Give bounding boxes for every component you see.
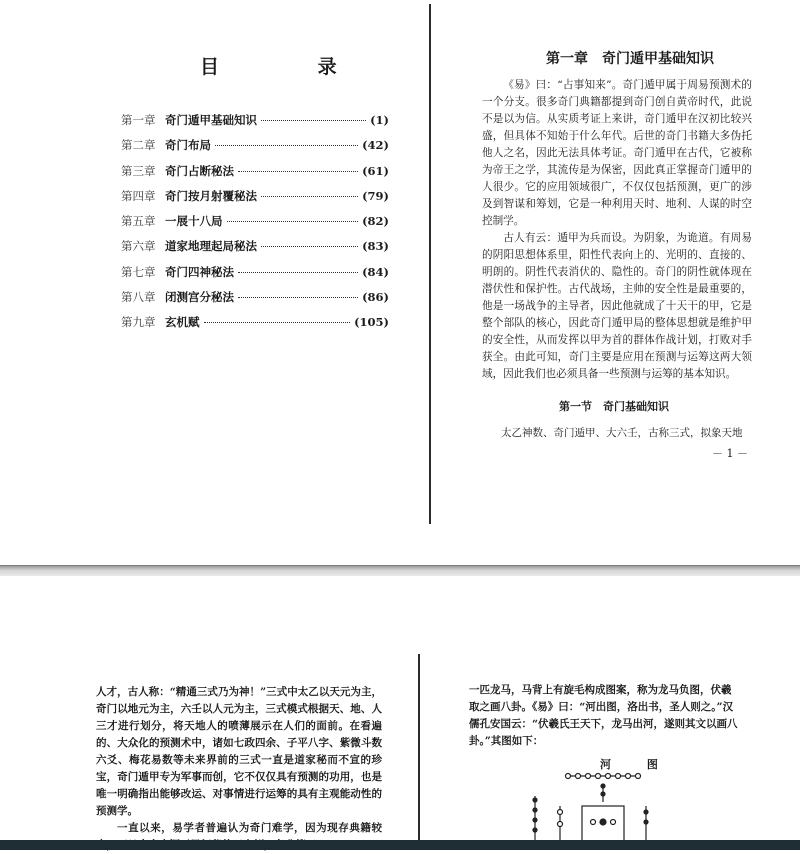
toc-page-number: (61) xyxy=(362,163,389,178)
toc-page-number: (42) xyxy=(362,138,389,153)
toc-chapter-number: 第四章 xyxy=(121,188,156,203)
toc-leader-dots xyxy=(261,120,366,121)
toc-chapter-title: 奇门遁甲基础知识 xyxy=(165,113,257,127)
toc-leader-dots xyxy=(204,322,351,323)
toc-leader-dots xyxy=(261,246,358,247)
toc-leader-dots xyxy=(238,171,358,172)
toc-page-number: (1) xyxy=(370,113,389,127)
diagram-title: 河 图 xyxy=(600,758,674,771)
paragraph: 《易》曰：“占事知来”。奇门遁甲属于周易预测术的一个分支。很多奇门典籍都提到奇门创自黄帝时代，此说不是以为信。从实质考证上来讲，奇门遁甲在汉初比较兴盛，但具体不知始于什么年代。后世的奇门书籍大多伪托他人之名，因此无法具体考证。奇门遁甲在古代，它被称为帝王之学，其流传是为保密，因此真正掌握奇门遁甲的人很少。它的应用领域很广，不仅仅包括预测，更广的涉及到智谋和筹划，它是一种利用天时、地利、人谋的时空控制学。 xyxy=(482,79,752,227)
book-gutter xyxy=(429,4,431,524)
chapter-body xyxy=(482,77,752,383)
hetu-diagram xyxy=(520,766,670,846)
toc-entry[interactable] xyxy=(121,137,389,162)
toc-leader-dots xyxy=(238,272,358,273)
toc-leader-dots xyxy=(215,145,358,146)
toc-chapter-number: 第二章 xyxy=(121,138,156,153)
viewer-bottom-bar xyxy=(0,840,800,850)
section-heading: 第一节 奇门基础知识 xyxy=(559,400,669,413)
page-spread-bottom xyxy=(0,576,800,840)
section-text: 太乙神数、奇门遁甲、大六壬，古称三式，拟象天地 xyxy=(501,427,743,439)
toc-title: 目 录 xyxy=(200,56,383,78)
toc-entry[interactable] xyxy=(121,213,389,238)
toc-chapter-number: 第五章 xyxy=(121,214,156,229)
toc-page-number: (83) xyxy=(362,239,389,254)
toc-chapter-title: 玄机赋 xyxy=(165,315,200,330)
toc-entry[interactable] xyxy=(121,314,389,339)
toc-chapter-number: 第一章 xyxy=(121,113,156,127)
toc-entry[interactable] xyxy=(121,289,389,314)
toc-page-number: (84) xyxy=(362,264,389,279)
paragraph: 一直以来，易学者普遍认为奇门难学，因为现存典籍较 xyxy=(117,822,382,834)
toc-chapter-title: 闭测宫分秘法 xyxy=(165,290,234,305)
left-page-body xyxy=(96,684,382,854)
toc-entry[interactable] xyxy=(121,163,389,188)
toc-chapter-title: 一展十八局 xyxy=(165,214,223,229)
toc-chapter-title: 道家地理起局秘法 xyxy=(165,239,257,254)
chapter-heading: 第一章 奇门遁甲基础知识 xyxy=(546,51,714,67)
toc-chapter-number: 第八章 xyxy=(121,290,156,305)
paragraph: 人才，古人称：“精通三式乃为神！”三式中太乙以天元为主，奇门以地元为主，六壬以人元为主，三式模式根据天、地、人三才进行划分，将天地人的喷薄展示在人们的面前。在看遍的、大众化的预测术中，诸如七政四余、子平八字、紫微斗数六爻、梅花易数等未来界前的三式一直是道家秘而不宣的珍宝，奇门遁甲专为军事而创，它不仅仅具有预测的功用，也是唯一明确指出能够改运、对事情进行运筹的具有主观能动性的预测学。 xyxy=(96,686,382,817)
toc-chapter-title: 奇门布局 xyxy=(165,138,211,153)
toc-chapter-title: 奇门四神秘法 xyxy=(165,264,234,279)
toc-entry[interactable] xyxy=(121,188,389,213)
toc-page-number: (86) xyxy=(362,290,389,305)
toc-chapter-title: 奇门按月射覆秘法 xyxy=(165,188,257,203)
right-page-body: 一匹龙马，马背上有旋毛构成图案，称为龙马负图，伏羲取之画八卦。《易》曰：“河出图，洛出书，圣人则之。”汉儒孔安国云：“伏羲氏王天下，龙马出河，遂则其文以画八卦。”其图如下： xyxy=(469,684,738,747)
toc-chapter-number: 第六章 xyxy=(121,239,156,254)
toc-entry[interactable] xyxy=(121,264,389,289)
toc-leader-dots xyxy=(261,196,358,197)
toc-chapter-number: 第七章 xyxy=(121,264,156,279)
toc-entry[interactable] xyxy=(121,238,389,263)
toc-leader-dots xyxy=(238,297,358,298)
book-gutter xyxy=(418,654,420,844)
toc-chapter-title: 奇门占断秘法 xyxy=(165,163,234,178)
toc-chapter-number: 第三章 xyxy=(121,163,156,178)
paragraph: 古人有云：遁甲为兵而设。为阴象，为诡道。有周易的阴阳思想体系里，阳性代表向上的、光明的、直接的、明朗的。阴性代表消伏的、隐性的。奇门的阴性就体现在潜伏性和保护性。古代战场，主帅的安全性是最重要的，他是一场战争的主导者，因此他就成了十天干的甲，它是整个部队的核心，因此奇门遁甲局的整体思想就是维护甲的安全性，从而发挥以甲为首的群体作战计划，打败对手获全。由此可知，奇门主要是应用在预测与运筹这两大领域，因此我们也必须具备一些预测与运筹的基本知识。 xyxy=(482,232,752,380)
toc-page-number: (105) xyxy=(354,315,389,330)
toc-leader-dots xyxy=(227,221,359,222)
toc-list xyxy=(121,112,389,340)
toc-entry[interactable] xyxy=(121,112,389,137)
toc-page-number: (82) xyxy=(362,214,389,229)
toc-page-number: (79) xyxy=(362,188,389,203)
toc-chapter-number: 第九章 xyxy=(121,315,156,330)
page-number: － 1 － xyxy=(712,447,748,460)
